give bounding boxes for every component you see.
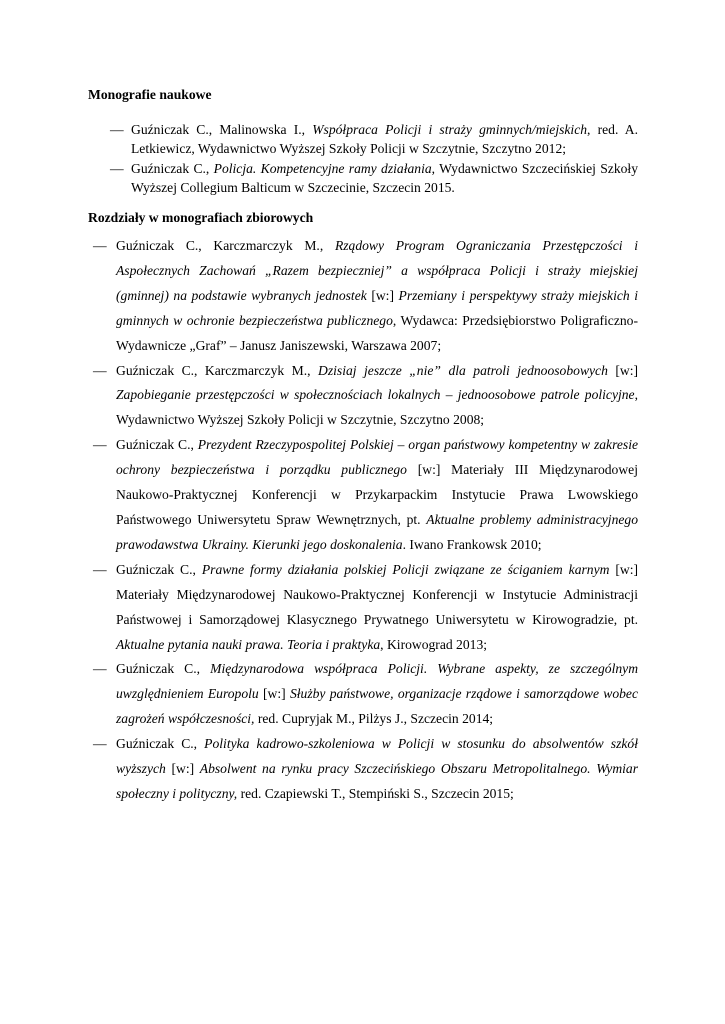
list-item	[93, 732, 639, 807]
publication-text: . Iwano Frankowsk 2010;	[402, 536, 542, 552]
chapter-title-text: Międzynarodowa współpraca Policji. Wybrane aspekty, ze szczególnym uwzględnieniem Europolu	[116, 661, 639, 702]
publication-text: , red. A. Letkiewicz, Wydawnictwo Wyższej Szkoły Policji w Szczytnie, Szczytno 2012;	[131, 122, 639, 156]
list-dash: —	[93, 661, 107, 677]
list-dash: —	[93, 561, 107, 577]
list-item	[93, 234, 639, 359]
title-text: Policja. Kompetencyjne ramy działania	[213, 161, 432, 176]
in-marker-text: [w:]	[165, 761, 200, 777]
publication-text: , Wydawca: Przedsiębiorstwo Poligraficzno-Wydawnicze „Graf” – Janusz Janiszewski, Warszawa 2007;	[116, 312, 638, 353]
book-title-text: Zapobieganie przestępczości w społecznościach lokalnych – jednoosobowe patrole policyjne	[116, 387, 635, 403]
title-text: Współpraca Policji i straży gminnych/miejskich	[312, 122, 588, 137]
section-heading-chapters: Rozdziały w monografiach zbiorowych	[88, 210, 314, 225]
section-heading-monographs: Monografie naukowe	[88, 87, 212, 102]
authors-text: Guźniczak C.,	[116, 437, 198, 453]
list-item	[93, 558, 639, 658]
authors-text: Guźniczak C.,	[131, 161, 214, 176]
list-item	[93, 359, 639, 434]
publication-text: , Kirowograd 2013;	[380, 636, 488, 652]
authors-text: Guźniczak C.,	[116, 561, 202, 577]
list-dash: —	[93, 238, 107, 253]
chapter-title-text: Rządowy Program Ograniczania Przestępczości i Aspołecznych Zachowań „Razem bezpieczniej” a współpraca Policji i straży miejskiej (gminnej) na podstawie wybranych jednostek	[116, 238, 639, 303]
list-item	[110, 160, 638, 197]
publication-text: red. Cupryjak M., Pilżys J., Szczecin 2014;	[254, 711, 494, 727]
chapter-title-text: Prawne formy działania polskiej Policji związane ze ściganiem karnym	[201, 561, 610, 577]
book-title-text: Służby państwowe, organizacje rządowe i samorządowe wobec zagrożeń współczesności,	[116, 686, 638, 727]
list-dash: —	[110, 161, 124, 176]
monographs-list	[110, 121, 639, 199]
authors-text: Guźniczak C.,	[116, 736, 205, 752]
chapter-title-text: Prezydent Rzeczypospolitej Polskiej – organ państwowy kompetentny w zakresie ochrony bezpieczeństwa i porządku publicznego	[116, 437, 639, 478]
book-title-text: Przemiany i perspektywy straży miejskich i gminnych w ochronie bezpieczeństwa publicznego	[116, 287, 639, 328]
authors-text: Guźniczak C., Karczmarczyk M.,	[116, 238, 335, 253]
in-marker-text: [w:]	[366, 287, 399, 303]
in-marker-text: [w:] Materiały III Międzynarodowej Naukowo-Praktycznej Konferencji w Przykarpackim Instytucie Prawa Lwowskiego Państwowego Uniwersytetu Spraw Wewnętrznych, pt.	[116, 462, 638, 527]
list-item	[110, 121, 639, 158]
in-marker-text: [w:]	[258, 686, 290, 702]
in-marker-text: [w:]	[607, 362, 639, 378]
list-item	[93, 657, 639, 732]
list-dash: —	[93, 362, 107, 378]
book-title-text: Absolwent na rynku pracy Szczecińskiego Obszaru Metropolitalnego. Wymiar społeczny i polityczny,	[116, 761, 639, 801]
authors-text: Guźniczak C.,	[116, 661, 211, 677]
book-title-text: Aktualne pytania nauki prawa. Teoria i praktyka	[116, 636, 381, 652]
publication-text: , Wydawnictwo Szczecińskiej Szkoły Wyższej Collegium Balticum w Szczecinie, Szczecin 2015.	[131, 161, 638, 195]
list-item	[93, 433, 639, 558]
publication-text: red. Czapiewski T., Stempiński S., Szczecin 2015;	[237, 785, 514, 801]
authors-text: Guźniczak C., Karczmarczyk M.,	[116, 362, 319, 378]
book-title-text: Aktualne problemy administracyjnego prawodawstwa Ukrainy. Kierunki jego doskonalenia	[116, 511, 638, 552]
chapters-list	[93, 234, 639, 807]
list-dash: —	[93, 437, 107, 453]
publication-text: , Wydawnictwo Wyższej Szkoły Policji w Szczytnie, Szczytno 2008;	[116, 387, 638, 428]
list-dash: —	[110, 122, 124, 137]
authors-text: Guźniczak C., Malinowska I.,	[131, 122, 313, 137]
list-dash: —	[93, 736, 107, 752]
chapter-title-text: Dzisiaj jeszcze „nie” dla patroli jednoosobowych	[318, 362, 608, 378]
in-marker-text: [w:] Materiały Międzynarodowej Naukowo-Praktycznej Konferencji w Instytucie Administracji Państwowej i Samorządowej Klasycznego Prywatnego Uniwersytetu w Kirowogradzie, pt.	[116, 561, 639, 627]
chapter-title-text: Polityka kadrowo-szkoleniowa w Policji w stosunku do absolwentów szkół wyższych	[116, 736, 638, 777]
